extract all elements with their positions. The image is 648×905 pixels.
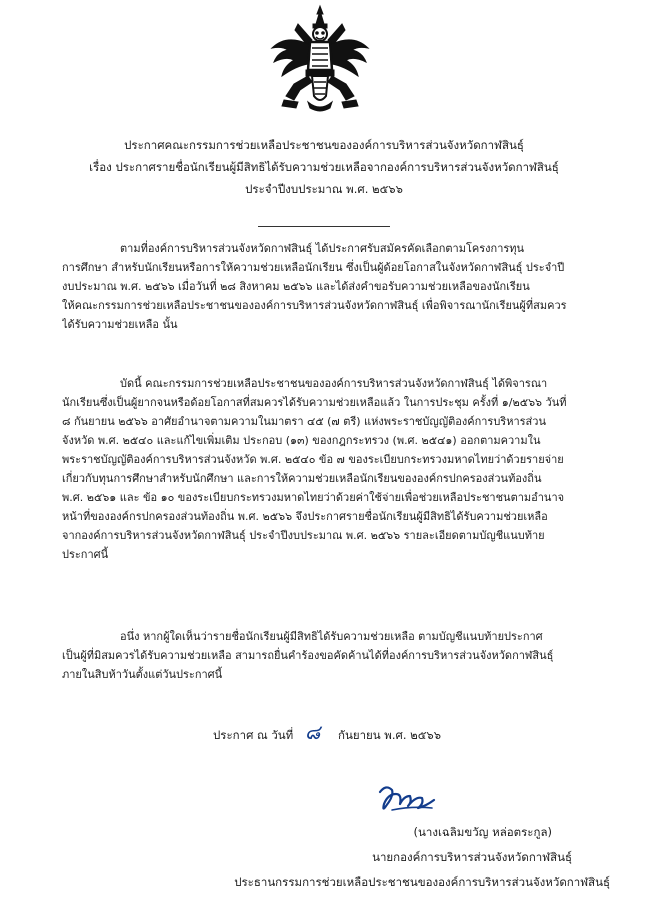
title-divider [258, 226, 390, 227]
date-prefix: ประกาศ ณ วันที่ [213, 728, 294, 742]
paragraph-line: พระราชบัญญัติองค์การบริหารส่วนจังหวัด พ.ศ. ๒๕๔๐ ข้อ ๗ ของระเบียบกระทรวงมหาดไทยว่าด้วยรายจ่าย [62, 453, 564, 466]
paragraph-line: ภายในสิบห้าวันตั้งแต่วันประกาศนี้ [62, 668, 223, 681]
paragraph-line: การศึกษา สำหรับนักเรียนหรือการให้ความช่วยเหลือนักเรียน ซึ่งเป็นผู้ด้อยโอกาสในจังหวัดกาฬสินธุ์ ประจำปี [62, 261, 565, 274]
paragraph-1 [62, 239, 636, 334]
paragraph-line: ให้คณะกรรมการช่วยเหลือประชาชนขององค์การบริหารส่วนจังหวัดกาฬสินธุ์ เพื่อพิจารณานักเรียนผู้ที่สมควร [62, 299, 567, 312]
signature-block [190, 820, 630, 895]
paragraph-line: ประกาศนี้ [62, 548, 109, 561]
paragraph-2 [62, 374, 636, 564]
title-line-2: เรื่อง ประกาศรายชื่อนักเรียนผู้มีสิทธิได้รับความช่วยเหลือจากองค์การบริหารส่วนจังหวัดกาฬสินธุ์ [89, 160, 559, 174]
paragraph-3 [62, 627, 636, 684]
title-line-3: ประจำปีงบประมาณ พ.ศ. ๒๕๖๖ [245, 182, 403, 196]
paragraph-line: ๘ กันยายน ๒๕๖๖ อาศัยอำนาจตามความในมาตรา ๔๕ (๗ ตรี) แห่งพระราชบัญญัติองค์การบริหารส่วน [62, 415, 546, 428]
paragraph-line: พ.ศ. ๒๕๖๑ และ ข้อ ๑๐ ของระเบียบกระทรวงมหาดไทยว่าด้วยค่าใช้จ่ายเพื่อช่วยเหลือประชาชนตามอำนาจ [62, 491, 565, 504]
paragraph-line: นักเรียนซึ่งเป็นผู้ยากจนหรือด้อยโอกาสที่สมควรได้รับความช่วยเหลือแล้ว ในการประชุม ครั้งที่ ๑/๒๕๖๖ วันที่ [62, 396, 567, 409]
paragraph-line: จากองค์การบริหารส่วนจังหวัดกาฬสินธุ์ ประจำปีงบประมาณ พ.ศ. ๒๕๖๖ รายละเอียดตามบัญชีแนบท้าย [62, 529, 545, 542]
paragraph-line: จังหวัด พ.ศ. ๒๕๔๐ และแก้ไขเพิ่มเติม ประกอบ (๑๓) ของกฎกระทรวง (พ.ศ. ๒๕๔๑) ออกตามความใน [62, 434, 541, 447]
paragraph-line: ตามที่องค์การบริหารส่วนจังหวัดกาฬสินธุ์ ได้ประกาศรับสมัครคัดเลือกตามโครงการทุน [120, 242, 525, 255]
paragraph-line: เป็นผู้ที่มิสมควรได้รับความช่วยเหลือ สามารถยื่นคำร้องขอคัดค้านได้ที่องค์การบริหารส่วนจังหวัดกาฬสินธุ์ [62, 649, 554, 662]
announcement-date [213, 716, 441, 748]
paragraph-line: งบประมาณ พ.ศ. ๒๕๖๖ เมื่อวันที่ ๒๘ สิงหาคม ๒๕๖๖ และได้ส่งคำขอรับความช่วยเหลือของนักเรียน [62, 280, 530, 293]
title-line-1: ประกาศคณะกรรมการช่วยเหลือประชาชนขององค์การบริหารส่วนจังหวัดกาฬสินธุ์ [124, 138, 524, 152]
paragraph-line: เกี่ยวกับทุนการศึกษาสำหรับนักศึกษา และการให้ความช่วยเหลือนักเรียนขององค์กรปกครองส่วนท้องถิ่น [62, 472, 542, 485]
date-month-year: กันยายน พ.ศ. ๒๕๖๖ [338, 728, 442, 742]
signer-position-2: ประธานกรรมการช่วยเหลือประชาชนขององค์การบริหารส่วนจังหวัดกาฬสินธุ์ [234, 875, 610, 889]
signer-position-1: นายกองค์การบริหารส่วนจังหวัดกาฬสินธุ์ [372, 850, 572, 864]
paragraph-line: ได้รับความช่วยเหลือ นั้น [62, 318, 178, 331]
paragraph-line: บัดนี้ คณะกรรมการช่วยเหลือประชาชนขององค์การบริหารส่วนจังหวัดกาฬสินธุ์ ได้พิจารณา [120, 377, 548, 390]
paragraph-line: อนึ่ง หากผู้ใดเห็นว่ารายชื่อนักเรียนผู้มีสิทธิได้รับความช่วยเหลือ ตามบัญชีแนบท้ายประกาศ [120, 630, 543, 643]
handwritten-signature-icon [372, 782, 442, 816]
garuda-emblem-icon [268, 4, 372, 112]
date-day-handwritten: ๘ [304, 720, 321, 744]
signer-name: (นางเฉลิมขวัญ หล่อตระกูล) [413, 825, 552, 839]
announcement-title [40, 134, 608, 200]
paragraph-line: หน้าที่ขององค์กรปกครองส่วนท้องถิ่น พ.ศ. ๒๕๖๖ จึงประกาศรายชื่อนักเรียนผู้มีสิทธิได้รับความช่วยเหลือ [62, 510, 548, 523]
